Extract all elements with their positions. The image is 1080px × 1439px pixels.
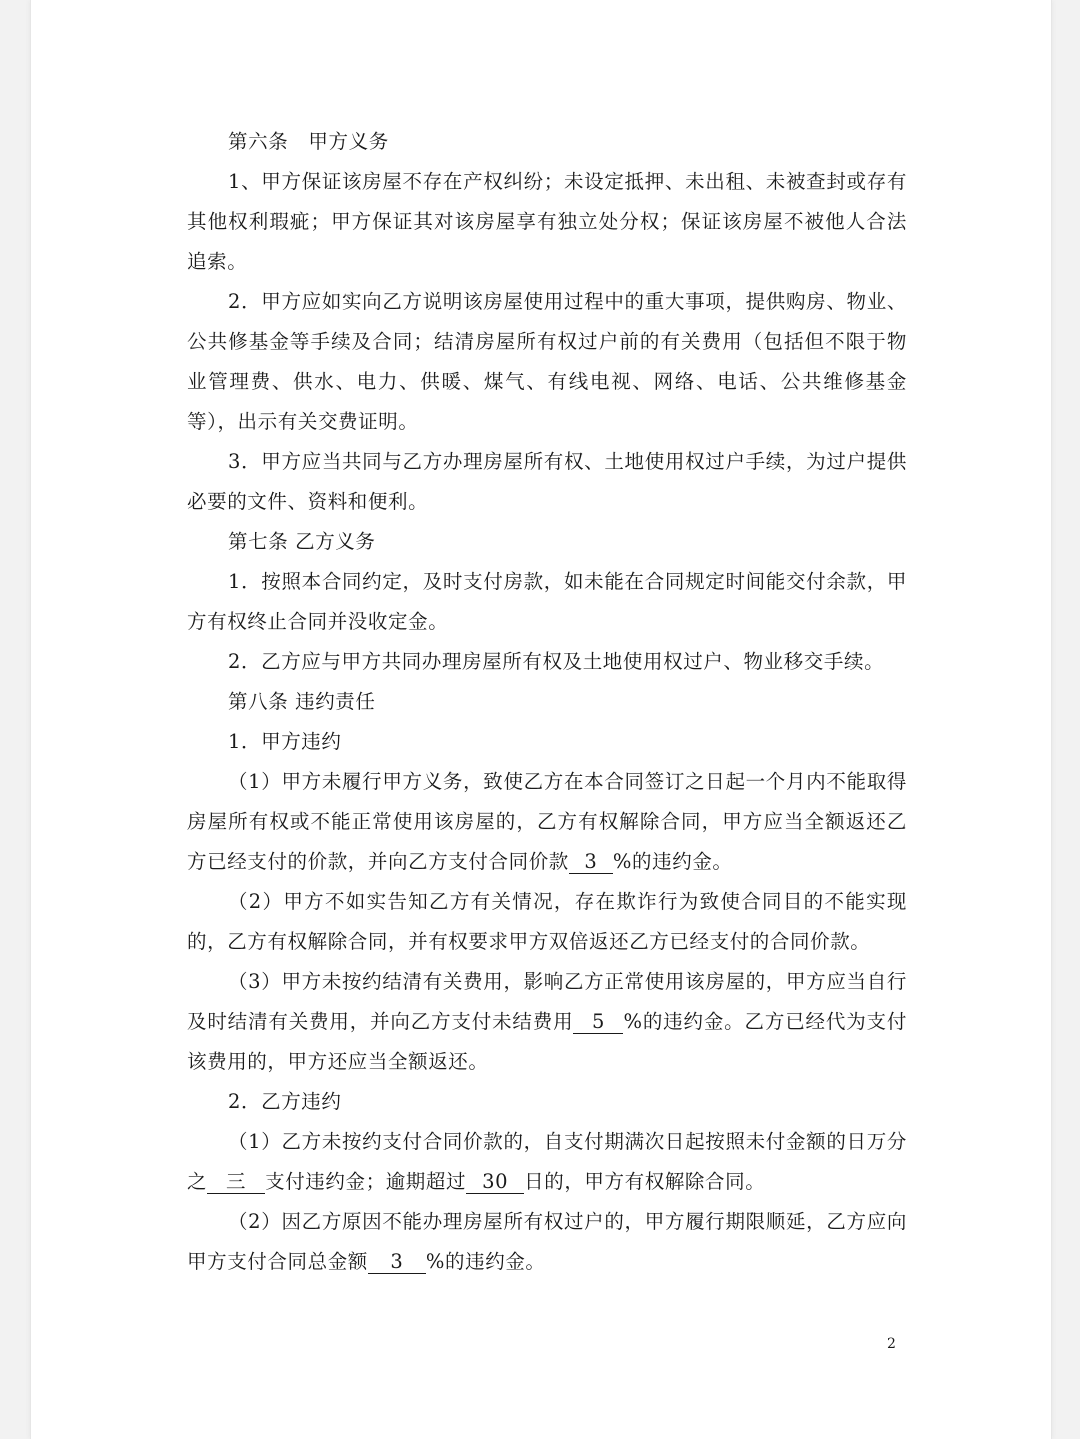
article-7-clause-1: 1．按照本合同约定，及时支付房款，如未能在合同规定时间能交付余款，甲方有权终止合同并没收定金。 xyxy=(187,570,907,633)
document-page xyxy=(30,0,1052,1439)
party-a-clause-1-text: （1）甲方未履行甲方义务，致使乙方在本合同签订之日起一个月内不能取得房屋所有权或不能正常使用该房屋的，乙方有权解除合同，甲方应当全额返还乙方已经支付的价款，并向乙方支付合同价款 xyxy=(187,770,907,873)
article-7-heading: 第七条 乙方义务 xyxy=(228,530,376,553)
article-7-clause-2: 2．乙方应与甲方共同办理房屋所有权及土地使用权过户、物业移交手续。 xyxy=(228,650,885,673)
overdue-days-blank: 30 xyxy=(466,1171,524,1194)
party-b-clause-1-tail: 日的，甲方有权解除合同。 xyxy=(524,1170,766,1193)
penalty-rate-blank: 3 xyxy=(569,851,613,874)
party-b-clause-2 xyxy=(187,1202,907,1282)
party-b-clause-1-text: （1）乙方未按约支付合同价款的，自支付期满次日起按照未付金额的日万分之 xyxy=(187,1130,907,1193)
party-a-clause-3-text: （3）甲方未按约结清有关费用，影响乙方正常使用该房屋的，甲方应当自行及时结清有关费用，并向乙方支付未结费用 xyxy=(187,970,907,1033)
daily-rate-blank: 三 xyxy=(207,1171,265,1194)
article-8-heading: 第八条 违约责任 xyxy=(228,690,376,713)
party-b-breach-title: 2．乙方违约 xyxy=(228,1090,342,1113)
party-b-clause-2-text: （2）因乙方原因不能办理房屋所有权过户的，甲方履行期限顺延，乙方应向甲方支付合同总金额 xyxy=(187,1210,907,1273)
party-a-clause-2: （2）甲方不如实告知乙方有关情况，存在欺诈行为致使合同目的不能实现的，乙方有权解除合同，并有权要求甲方双倍返还乙方已经支付的合同价款。 xyxy=(187,890,907,953)
unpaid-fee-rate-blank: 5 xyxy=(573,1011,623,1034)
article-6-clause-1: 1、甲方保证该房屋不存在产权纠纷；未设定抵押、未出租、未被查封或存有其他权利瑕疵；甲方保证其对该房屋享有独立处分权；保证该房屋不被他人合法追索。 xyxy=(187,170,907,273)
article-6-clause-2: 2．甲方应如实向乙方说明该房屋使用过程中的重大事项，提供购房、物业、公共修基金等手续及合同；结清房屋所有权过户前的有关费用（包括但不限于物业管理费、供水、电力、供暖、煤气、有线电视、网络、电话、公共维修基金等），出示有关交费证明。 xyxy=(187,290,907,433)
party-a-breach-title: 1．甲方违约 xyxy=(228,730,342,753)
party-a-clause-1-tail: %的违约金。 xyxy=(612,850,733,873)
total-penalty-rate-blank: 3 xyxy=(368,1251,426,1274)
party-b-clause-1-mid: 支付违约金；逾期超过 xyxy=(265,1170,467,1193)
page-number: 2 xyxy=(887,1336,896,1352)
party-b-clause-1 xyxy=(187,1122,907,1202)
article-6-heading: 第六条 甲方义务 xyxy=(228,130,389,153)
contract-body xyxy=(187,122,907,1282)
party-a-clause-1 xyxy=(187,762,907,882)
party-a-clause-3 xyxy=(187,962,907,1082)
article-6-clause-3: 3．甲方应当共同与乙方办理房屋所有权、土地使用权过户手续，为过户提供必要的文件、资料和便利。 xyxy=(187,450,907,513)
party-a-clause-3-tail: %的违约金。乙方已经代为支付该费用的，甲方还应当全额返还。 xyxy=(187,1010,907,1073)
party-b-clause-2-tail: %的违约金。 xyxy=(425,1250,546,1273)
